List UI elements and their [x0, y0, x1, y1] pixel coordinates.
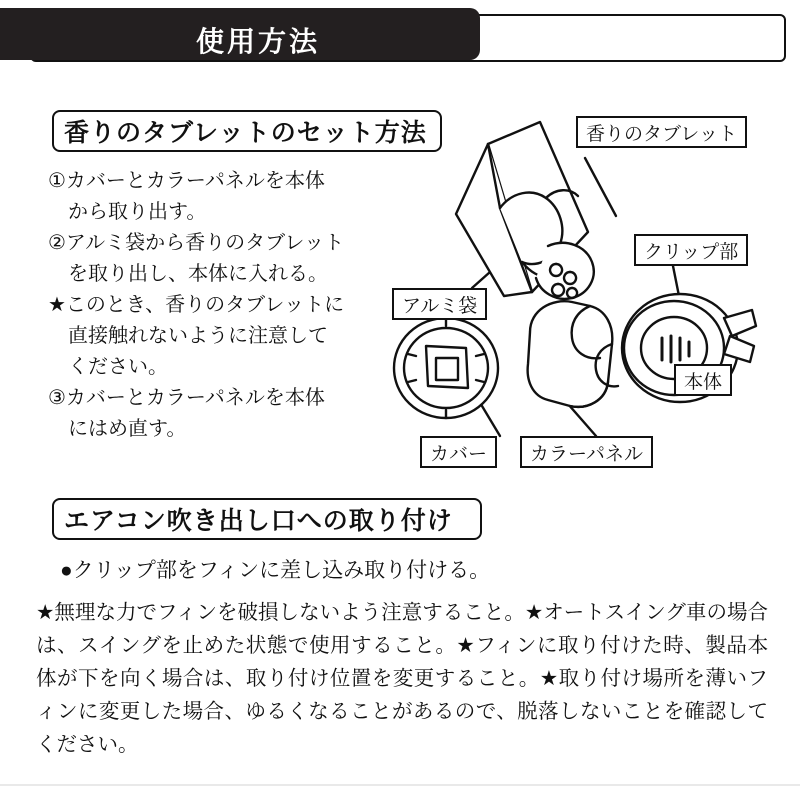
leader-line-tablet [585, 158, 616, 216]
step-line: から取り出す。 [48, 201, 207, 223]
step-line: を取り出し、本体に入れる。 [48, 263, 328, 285]
aircon-mount-bullet: ●クリップ部をフィンに差し込み取り付ける。 [60, 559, 491, 582]
step-line: ★このとき、香りのタブレットに [48, 294, 345, 316]
label-tablet: 香りのタブレット [576, 116, 747, 148]
hand-with-bag-illustration [456, 122, 594, 299]
label-cover: カバー [420, 436, 497, 468]
section-heading-aircon-mount: エアコン吹き出し口への取り付け [52, 498, 482, 540]
label-body: 本体 [674, 364, 732, 396]
page-title: 使用方法 [196, 26, 321, 57]
step-line: ③カバーとカラーパネルを本体 [48, 387, 325, 409]
bottom-divider [0, 784, 800, 786]
section-heading-tablet-setup: 香りのタブレットのセット方法 [52, 110, 442, 152]
cover-illustration [394, 318, 498, 418]
header-band [0, 0, 800, 78]
step-line: にはめ直す。 [48, 418, 187, 440]
tablet-setup-steps [48, 166, 398, 445]
aircon-mount-cautions: ★無理な力でフィンを破損しないよう注意すること。★オートスイング車の場合は、スイングを止めた状態で使用すること。★フィンに取り付けた時、製品本体が下を向く場合は、取り付け位置を変更すること。★取り付け場所を薄いフィンに変更した場合、ゆるくなることがあるので、脱落しないことを確認してください。 [36, 601, 768, 756]
label-clip: クリップ部 [634, 234, 748, 266]
leader-line-bag [472, 272, 490, 288]
label-aluminum-bag: アルミ袋 [392, 288, 487, 320]
step-line: ①カバーとカラーパネルを本体 [48, 170, 325, 192]
step-line: ②アルミ袋から香りのタブレット [48, 232, 345, 254]
illustration-svg [380, 96, 790, 476]
color-panel-illustration [528, 301, 618, 407]
step-line: 直接触れないように注意して [48, 325, 328, 347]
step-line: ください。 [48, 356, 168, 378]
product-illustration [380, 96, 790, 476]
label-color-panel: カラーパネル [520, 436, 653, 468]
